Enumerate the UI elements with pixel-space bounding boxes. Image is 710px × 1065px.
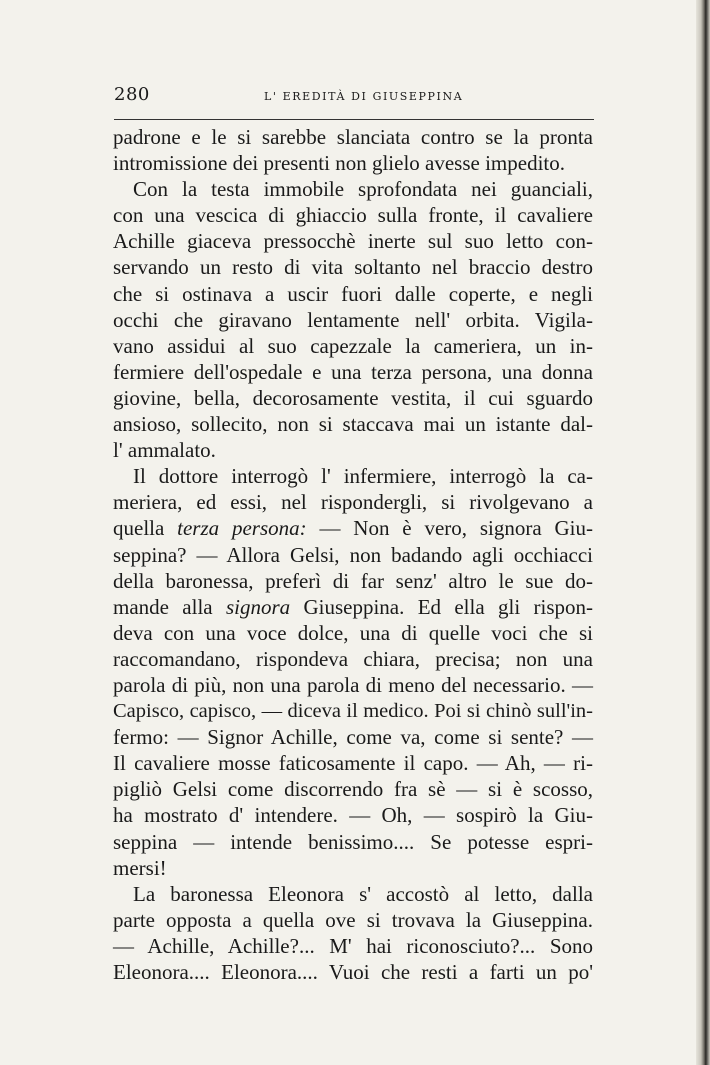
text-line: fermiere dell'ospedale e una terza persona, una donna — [113, 359, 593, 384]
text-line: ansioso, sollecito, non si staccava mai un istante dal- — [113, 412, 593, 437]
text-line: fermo: — Signor Achille, come va, come si sente? — — [113, 725, 593, 750]
text-line: pigliò Gelsi come discorrendo fra sè — si è scosso, — [113, 777, 593, 802]
text-line: che si ostinava a uscir fuori dalle coperte, e negli — [113, 281, 593, 306]
text-line: ha mostrato d' intendere. — Oh, — sospirò la Giu- — [113, 803, 593, 828]
text-line: padrone e le si sarebbe slanciata contro se la pronta — [113, 125, 593, 149]
italic-phrase: signora — [225, 594, 291, 619]
text-line: Il cavaliere mosse faticosamente il capo. — Ah, — ri- — [113, 751, 593, 776]
text-line — [113, 594, 593, 620]
text-segment: Giuseppina. Ed ella gli rispon- — [290, 594, 593, 619]
text-line: Achille giaceva pressocchè inerte sul suo letto con- — [113, 229, 593, 254]
text-line: intromissione dei presenti non glielo avesse impedito. — [113, 151, 566, 176]
text-line: raccomandano, rispondeva chiara, precisa; non una — [113, 646, 593, 671]
text-line: meriera, ed essi, nel rispondergli, si rivolgevano a — [113, 490, 593, 515]
text-segment: quella — [113, 516, 178, 541]
italic-phrase: terza persona: — [177, 516, 307, 541]
text-line: seppina — intende benissimo.... Se potesse espri- — [113, 829, 593, 854]
text-line: Il dottore interrogò l' infermiere, interrogò la ca- — [133, 464, 593, 489]
text-line: giovine, bella, decorosamente vestita, il cui sguardo — [113, 385, 593, 410]
page-header — [114, 84, 594, 114]
text-line: deva con una voce dolce, una di quelle voci che si — [113, 620, 593, 645]
text-line: parte opposta a quella ove si trovava la Giuseppina. — [113, 907, 593, 932]
text-line: della baronessa, preferì di far senz' altro le sue do- — [113, 568, 593, 593]
text-line: parola di più, non una parola di meno del necessario. — — [113, 672, 593, 697]
text-segment: mande alla — [113, 594, 226, 619]
text-line: vano assidui al suo capezzale la cameriera, un in- — [113, 333, 593, 358]
text-line: con una vescica di ghiaccio sulla fronte, il cavaliere — [113, 203, 593, 228]
text-line: mersi! — [113, 855, 167, 880]
header-rule — [114, 119, 594, 120]
book-spine-edge — [696, 0, 710, 1065]
text-line: occhi che giravano lentamente nell' orbita. Vigila- — [113, 307, 593, 332]
running-title: L' EREDITÀ DI GIUSEPPINA — [264, 90, 464, 103]
text-line: Con la testa immobile sprofondata nei guanciali, — [133, 177, 593, 202]
page-number: 280 — [114, 84, 150, 105]
text-line: servando un resto di vita soltanto nel braccio destro — [113, 255, 593, 280]
text-segment: — Non è vero, signora Giu- — [306, 516, 593, 541]
text-line: Capisco, capisco, — diceva il medico. Poi si chinò sull'in- — [113, 700, 593, 723]
text-line — [113, 515, 593, 541]
body-text — [113, 124, 593, 985]
text-line: l' ammalato. — [113, 438, 216, 463]
text-line: La baronessa Eleonora s' accostò al letto, dalla — [133, 881, 593, 906]
text-line: seppina? — Allora Gelsi, non badando agli occhiacci — [113, 542, 593, 567]
text-line: Eleonora.... Eleonora.... Vuoi che resti a farti un po' — [113, 960, 593, 984]
text-line: — Achille, Achille?... M' hai riconosciuto?... Sono — [113, 933, 593, 958]
